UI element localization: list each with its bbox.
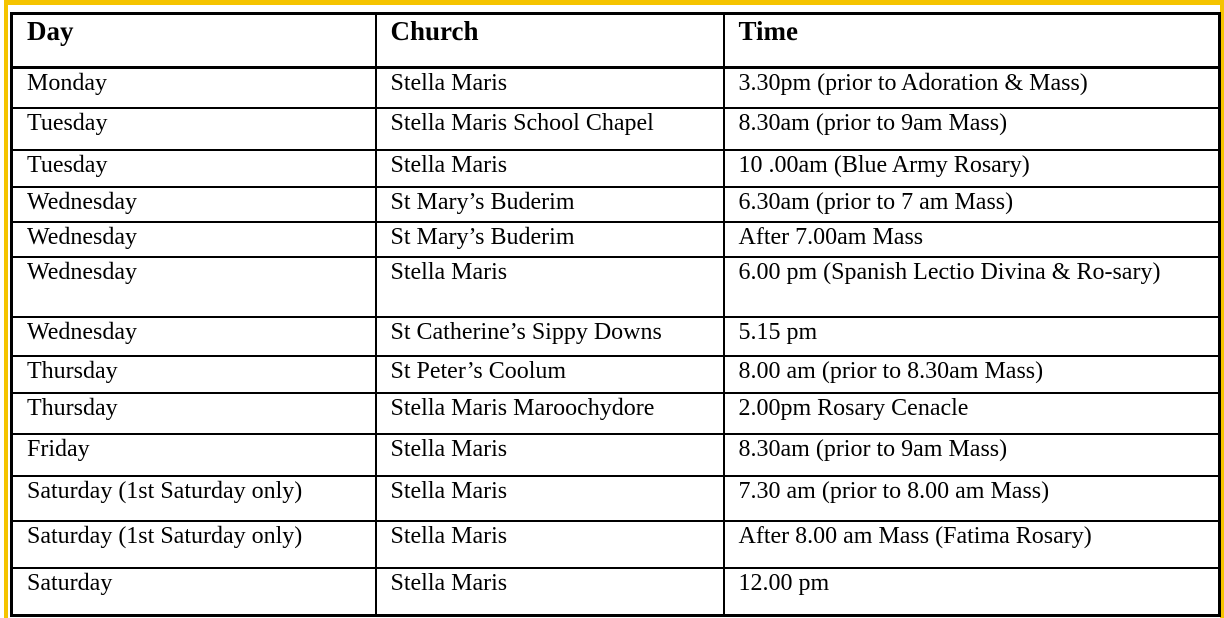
church-cell: Stella Maris bbox=[376, 150, 724, 187]
time-cell: 12.00 pm bbox=[724, 568, 1220, 616]
church-cell: Stella Maris bbox=[376, 257, 724, 317]
day-cell: Saturday (1st Saturday only) bbox=[12, 521, 376, 568]
table-row bbox=[12, 68, 1220, 108]
church-cell: Stella Maris bbox=[376, 476, 724, 521]
day-cell: Wednesday bbox=[12, 187, 376, 222]
table-row bbox=[12, 393, 1220, 434]
church-cell: Stella Maris Maroochydore bbox=[376, 393, 724, 434]
church-cell: St Mary’s Buderim bbox=[376, 187, 724, 222]
time-cell: 6.30am (prior to 7 am Mass) bbox=[724, 187, 1220, 222]
time-cell: 8.30am (prior to 9am Mass) bbox=[724, 434, 1220, 476]
time-cell: 8.00 am (prior to 8.30am Mass) bbox=[724, 356, 1220, 393]
table-row bbox=[12, 356, 1220, 393]
table-header-row bbox=[12, 14, 1220, 68]
time-cell: 2.00pm Rosary Cenacle bbox=[724, 393, 1220, 434]
day-cell: Saturday (1st Saturday only) bbox=[12, 476, 376, 521]
time-cell: 10 .00am (Blue Army Rosary) bbox=[724, 150, 1220, 187]
table-row bbox=[12, 434, 1220, 476]
day-cell: Saturday bbox=[12, 568, 376, 616]
table-row bbox=[12, 521, 1220, 568]
day-cell: Thursday bbox=[12, 356, 376, 393]
church-cell: St Peter’s Coolum bbox=[376, 356, 724, 393]
header-church: Church bbox=[376, 14, 724, 68]
rosary-schedule-table bbox=[10, 12, 1221, 617]
time-cell: 6.00 pm (Spanish Lectio Divina & Ro-sary) bbox=[724, 257, 1220, 317]
day-cell: Monday bbox=[12, 68, 376, 108]
time-cell: 5.15 pm bbox=[724, 317, 1220, 356]
table-row bbox=[12, 108, 1220, 150]
church-cell: Stella Maris bbox=[376, 434, 724, 476]
day-cell: Thursday bbox=[12, 393, 376, 434]
time-cell: 8.30am (prior to 9am Mass) bbox=[724, 108, 1220, 150]
table-row bbox=[12, 568, 1220, 616]
table-row bbox=[12, 150, 1220, 187]
day-cell: Wednesday bbox=[12, 317, 376, 356]
header-time: Time bbox=[724, 14, 1220, 68]
time-cell: 3.30pm (prior to Adoration & Mass) bbox=[724, 68, 1220, 108]
church-cell: St Catherine’s Sippy Downs bbox=[376, 317, 724, 356]
day-cell: Wednesday bbox=[12, 222, 376, 257]
church-cell: St Mary’s Buderim bbox=[376, 222, 724, 257]
time-cell: After 7.00am Mass bbox=[724, 222, 1220, 257]
time-cell: After 8.00 am Mass (Fatima Rosary) bbox=[724, 521, 1220, 568]
day-cell: Tuesday bbox=[12, 150, 376, 187]
table-row bbox=[12, 476, 1220, 521]
table-row bbox=[12, 317, 1220, 356]
day-cell: Friday bbox=[12, 434, 376, 476]
time-cell: 7.30 am (prior to 8.00 am Mass) bbox=[724, 476, 1220, 521]
church-cell: Stella Maris bbox=[376, 521, 724, 568]
church-cell: Stella Maris School Chapel bbox=[376, 108, 724, 150]
table-row bbox=[12, 257, 1220, 317]
header-day: Day bbox=[12, 14, 376, 68]
table-row bbox=[12, 222, 1220, 257]
church-cell: Stella Maris bbox=[376, 68, 724, 108]
day-cell: Wednesday bbox=[12, 257, 376, 317]
table-row bbox=[12, 187, 1220, 222]
church-cell: Stella Maris bbox=[376, 568, 724, 616]
day-cell: Tuesday bbox=[12, 108, 376, 150]
